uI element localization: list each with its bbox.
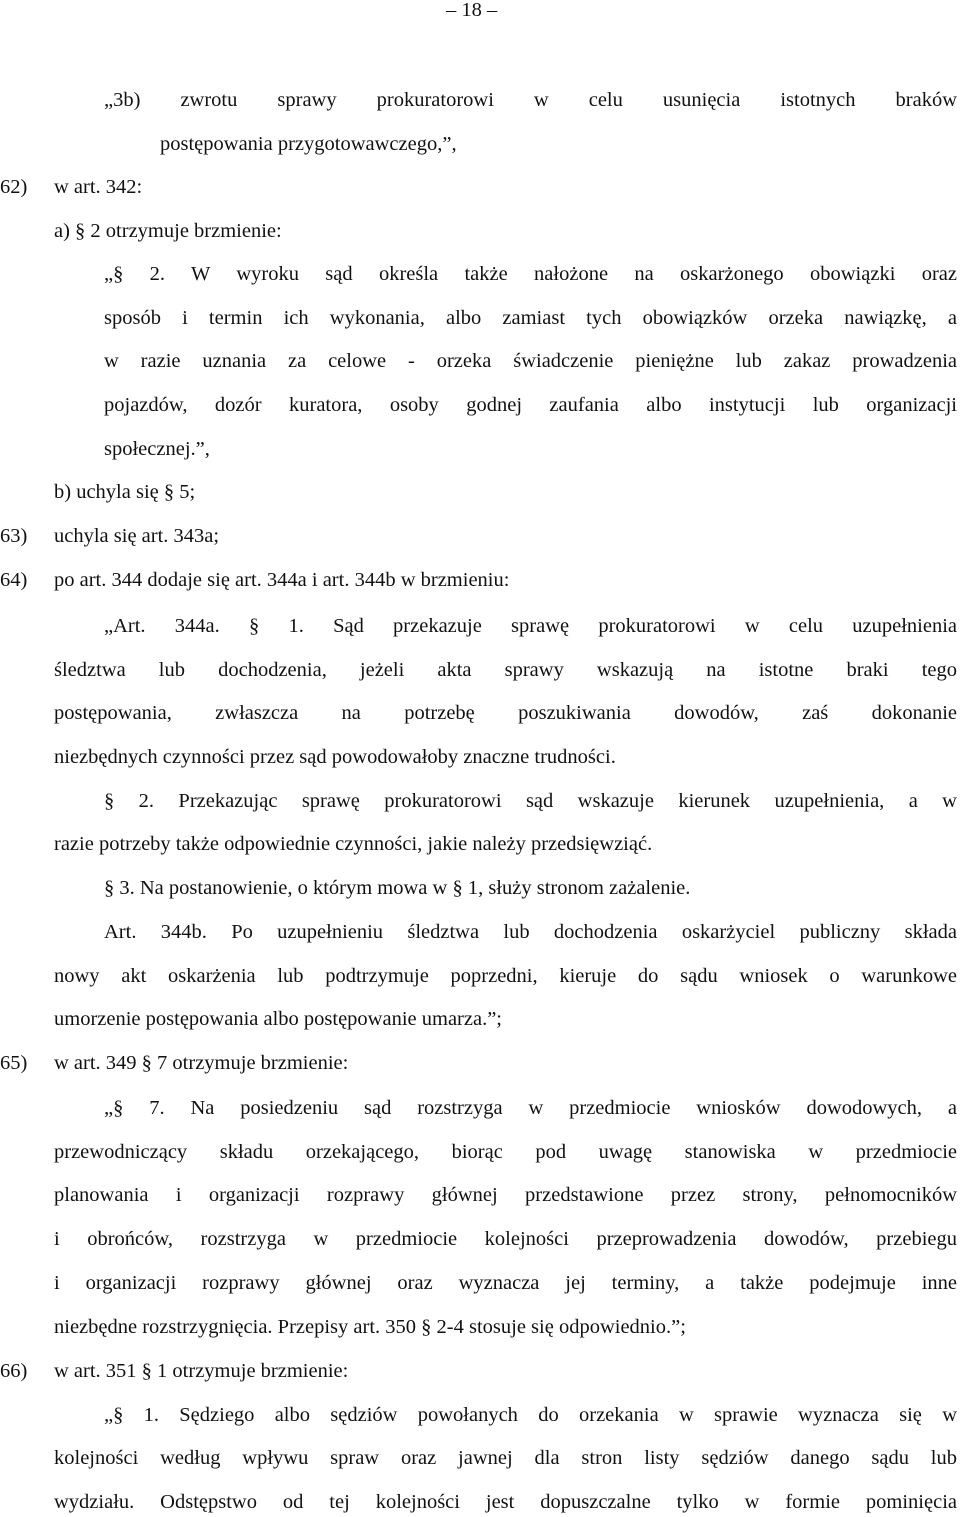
- text-line: przewodniczący składu orzekającego, biorąc pod uwagę stanowiska w przedmiocie: [54, 1141, 957, 1163]
- text-line: „§ 7. Na posiedzeniu sąd rozstrzyga w przedmiocie wniosków dowodowych, a: [104, 1097, 957, 1119]
- item-number: 62): [0, 176, 28, 198]
- text-line: i obrońców, rozstrzyga w przedmiocie kolejności przeprowadzenia dowodów, przebiegu: [54, 1228, 957, 1250]
- text-line: § 3. Na postanowienie, o którym mowa w § 1, służy stronom zażalenie.: [104, 877, 691, 899]
- text-line: niezbędnych czynności przez sąd powodowałoby znaczne trudności.: [54, 746, 616, 768]
- text-line: sposób i termin ich wykonania, albo zamiast tych obowiązków orzeka nawiązkę, a: [104, 307, 957, 329]
- text-line: społecznej.”,: [104, 438, 210, 460]
- text-line: „§ 1. Sędziego albo sędziów powołanych do orzekania w sprawie wyznacza się w: [104, 1404, 957, 1426]
- item-number: 63): [0, 525, 28, 547]
- text-line: „§ 2. W wyroku sąd określa także nałożone na oskarżonego obowiązki oraz: [104, 263, 957, 285]
- text-line: postępowania, zwłaszcza na potrzebę poszukiwania dowodów, zaś dokonanie: [54, 702, 957, 724]
- text-line: b) uchyla się § 5;: [54, 481, 196, 503]
- text-line: w art. 351 § 1 otrzymuje brzmienie:: [54, 1360, 349, 1382]
- page-number: – 18 –: [446, 0, 498, 21]
- text-line: kolejności według wpływu spraw oraz jawnej dla stron listy sędziów danego sądu lub: [54, 1447, 957, 1469]
- text-line: § 2. Przekazując sprawę prokuratorowi sąd wskazuje kierunek uzupełnienia, a w: [104, 790, 957, 812]
- text-line: Art. 344b. Po uzupełnieniu śledztwa lub dochodzenia oskarżyciel publiczny składa: [104, 921, 957, 943]
- text-line: umorzenie postępowania albo postępowanie umarza.”;: [54, 1008, 502, 1030]
- text-line: razie potrzeby także odpowiednie czynności, jakie należy przedsięwziąć.: [54, 833, 653, 855]
- text-line: pojazdów, dozór kuratora, osoby godnej zaufania albo instytucji lub organizacji: [104, 394, 957, 416]
- text-line: planowania i organizacji rozprawy głównej przedstawione przez strony, pełnomocników: [54, 1184, 957, 1206]
- item-number: 64): [0, 569, 28, 591]
- item-number: 65): [0, 1052, 28, 1074]
- text-line: po art. 344 dodaje się art. 344a i art. 344b w brzmieniu:: [54, 569, 510, 591]
- text-line: w razie uznania za celowe - orzeka świadczenie pieniężne lub zakaz prowadzenia: [104, 350, 957, 372]
- item-number: 66): [0, 1360, 28, 1382]
- text-line: wydziału. Odstępstwo od tej kolejności jest dopuszczalne tylko w formie pominięcia: [54, 1491, 957, 1513]
- text-line: postępowania przygotowawczego,”,: [160, 133, 457, 155]
- text-line: w art. 342:: [54, 176, 143, 198]
- text-line: „Art. 344a. § 1. Sąd przekazuje sprawę prokuratorowi w celu uzupełnienia: [104, 615, 957, 637]
- text-line: nowy akt oskarżenia lub podtrzymuje poprzedni, kieruje do sądu wniosek o warunkowe: [54, 965, 957, 987]
- text-line: „3b) zwrotu sprawy prokuratorowi w celu usunięcia istotnych braków: [104, 89, 957, 111]
- text-line: w art. 349 § 7 otrzymuje brzmienie:: [54, 1052, 349, 1074]
- text-line: uchyla się art. 343a;: [54, 525, 220, 547]
- text-line: niezbędne rozstrzygnięcia. Przepisy art. 350 § 2-4 stosuje się odpowiednio.”;: [54, 1316, 686, 1338]
- text-line: a) § 2 otrzymuje brzmienie:: [54, 220, 282, 242]
- text-line: śledztwa lub dochodzenia, jeżeli akta sprawy wskazują na istotne braki tego: [54, 659, 957, 681]
- text-line: i organizacji rozprawy głównej oraz wyznacza jej terminy, a także podejmuje inne: [54, 1272, 957, 1294]
